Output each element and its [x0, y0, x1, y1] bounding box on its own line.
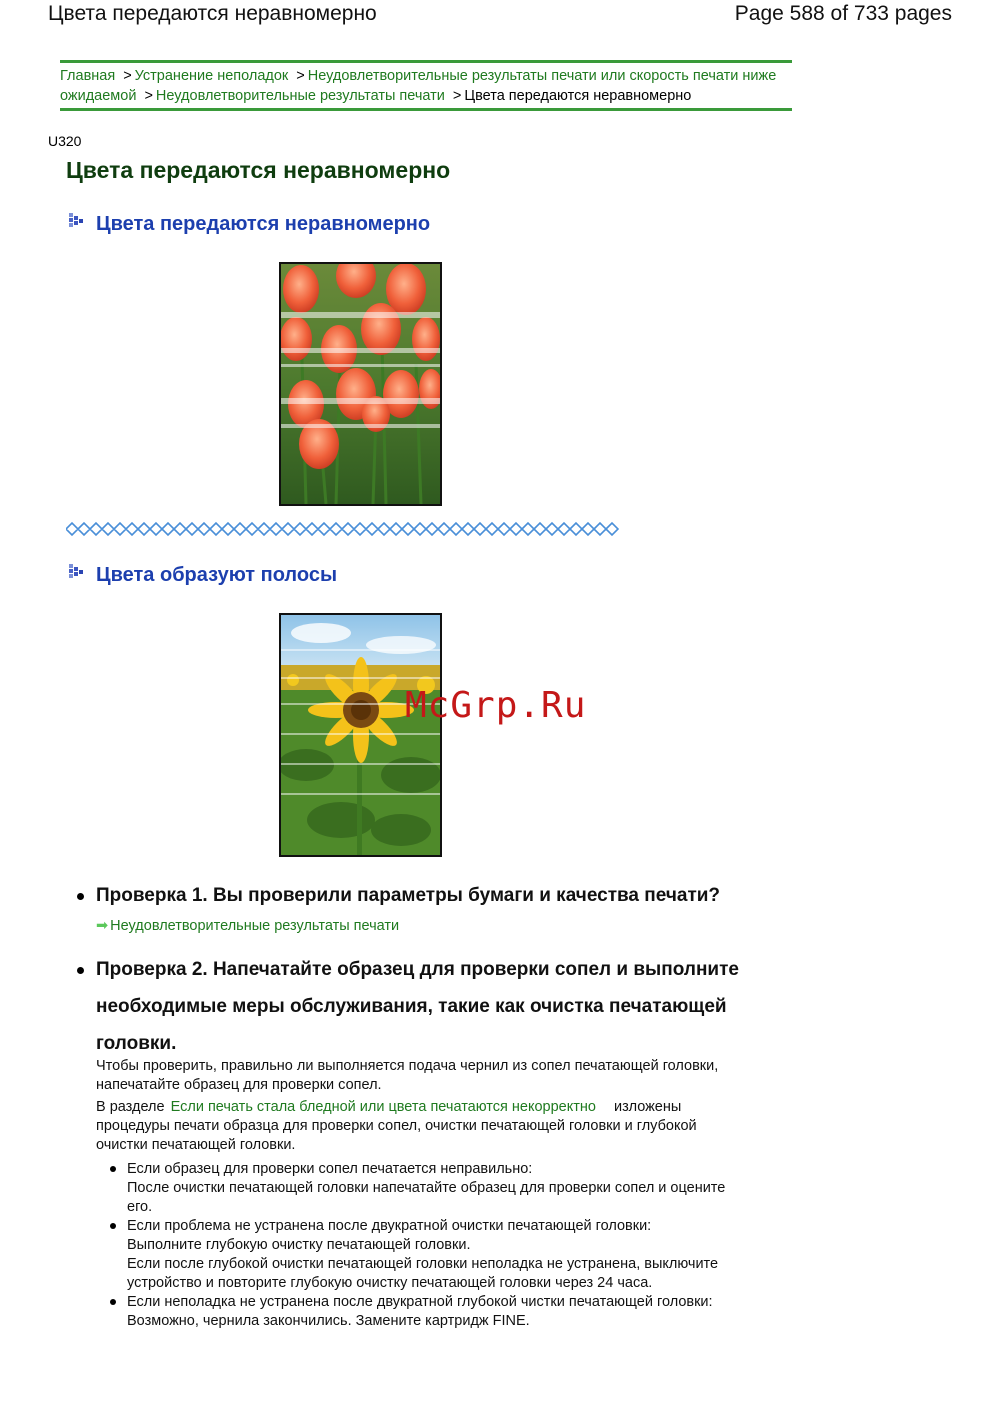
paragraph-text: изложены	[609, 1099, 682, 1115]
breadcrumb-link-poor-results[interactable]: Неудовлетворительные результаты печати	[155, 87, 445, 104]
breadcrumb-separator: >	[452, 87, 462, 104]
section-heading-banding: Цвета образуют полосы	[96, 564, 338, 586]
bullet-icon	[77, 967, 84, 974]
list-item	[108, 1217, 768, 1293]
bullet-icon	[110, 1223, 116, 1229]
breadcrumb-top-rule	[60, 60, 792, 63]
list-item-line: Если образец для проверки сопел печатается неправильно:	[127, 1161, 533, 1177]
check-2-title-line-2: необходимые меры обслуживания, такие как очистка печатающей	[96, 996, 727, 1017]
breadcrumb-bottom-rule	[60, 108, 792, 111]
check-1-title: Проверка 1. Вы проверили параметры бумаги и качества печати?	[96, 885, 721, 906]
check-2-paragraph-2	[96, 1098, 776, 1155]
check-1-link[interactable]	[96, 918, 399, 934]
bullet-icon	[77, 893, 84, 900]
model-code: U320	[48, 133, 82, 149]
list-item-line: его.	[127, 1199, 153, 1215]
section-divider	[66, 521, 622, 537]
bullet-icon	[110, 1299, 116, 1305]
paragraph-line: Чтобы проверить, правильно ли выполняется подача чернил из сопел печатающей головки,	[96, 1058, 719, 1074]
breadcrumb-link-poor-results-or-speed[interactable]: Неудовлетворительные результаты печати или скорость печати ниже ожидаемой	[60, 68, 777, 104]
bullet-icon	[110, 1166, 116, 1172]
page-title: Цвета передаются неравномерно	[66, 157, 451, 183]
paragraph-line: процедуры печати образца для проверки сопел, очистки печатающей головки и глубокой	[96, 1118, 697, 1134]
check-1-link-text[interactable]: Неудовлетворительные результаты печати	[110, 918, 400, 934]
list-item-line: Возможно, чернила закончились. Замените картридж FINE.	[127, 1313, 530, 1329]
breadcrumb-separator: >	[296, 68, 305, 84]
tulips-photo	[279, 262, 442, 506]
section-arrow-icon	[68, 212, 86, 230]
arrow-right-icon: ➡	[96, 918, 109, 934]
list-item-line: Если после глубокой очистки печатающей головки неполадка не устранена, выключите	[127, 1256, 719, 1272]
paragraph-text: В разделе	[96, 1099, 169, 1115]
breadcrumb-link-home[interactable]: Главная	[60, 68, 116, 84]
breadcrumb-separator: >	[123, 68, 132, 84]
list-item-line: Если проблема не устранена после двукратной очистки печатающей головки:	[127, 1218, 652, 1234]
breadcrumb-separator: >	[144, 87, 153, 104]
paragraph-line: напечатайте образец для проверки сопел.	[96, 1077, 382, 1093]
breadcrumb-current: Цвета передаются неравномерно	[464, 87, 692, 104]
check-2-sub-list	[108, 1160, 768, 1331]
page-number: Page 588 of 733 pages	[734, 2, 952, 25]
page-header-title: Цвета передаются неравномерно	[48, 2, 377, 25]
faded-print-link[interactable]: Если печать стала бледной или цвета печатаются некорректно	[170, 1099, 596, 1115]
paragraph-line: очистки печатающей головки.	[96, 1137, 296, 1153]
watermark: McGrp.Ru	[405, 685, 587, 726]
list-item-line: После очистки печатающей головки напечатайте образец для проверки сопел и оцените	[127, 1180, 726, 1196]
check-2-title-line-1: Проверка 2. Напечатайте образец для проверки сопел и выполните	[96, 959, 739, 980]
breadcrumb-link-troubleshooting[interactable]: Устранение неполадок	[134, 68, 289, 84]
list-item	[108, 1293, 768, 1331]
sunflower-photo	[279, 613, 442, 857]
list-item	[108, 1160, 768, 1217]
section-arrow-icon	[68, 563, 86, 581]
paragraph-line	[96, 1098, 776, 1117]
check-2-paragraph-1	[96, 1057, 776, 1095]
list-item-line: Выполните глубокую очистку печатающей головки.	[127, 1237, 471, 1253]
breadcrumb	[60, 67, 790, 106]
list-item-line: устройство и повторите глубокую очистку печатающей головки через 24 часа.	[127, 1275, 653, 1291]
check-2-title-line-3: головки.	[96, 1033, 177, 1054]
list-item-line: Если неполадка не устранена после двукратной глубокой чистки печатающей головки:	[127, 1294, 713, 1310]
section-heading-uneven: Цвета передаются неравномерно	[96, 213, 431, 235]
